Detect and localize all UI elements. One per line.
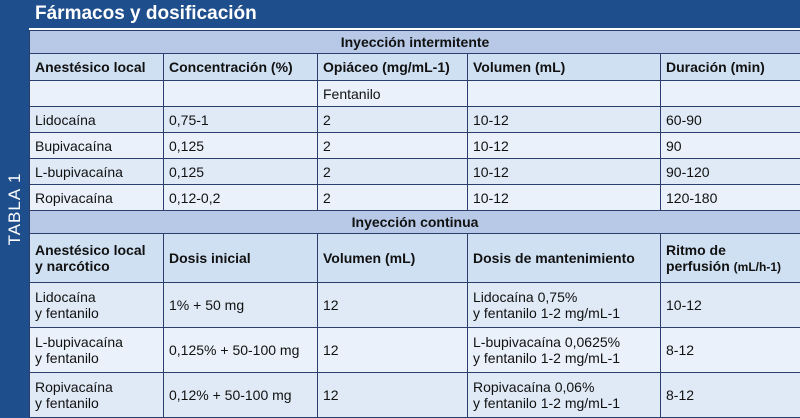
opioid-name: Fentanilo — [318, 81, 468, 107]
table-cell: 10-12 — [468, 159, 661, 185]
table-cell: 10-12 — [468, 133, 661, 159]
table-cell: 0,12% + 50-100 mg — [164, 373, 318, 418]
cell-line: y fentanilo — [35, 305, 99, 321]
table-cell: 0,12-0,2 — [164, 185, 318, 211]
side-label-bar — [0, 0, 29, 418]
table-cell: 10-12 — [468, 107, 661, 133]
table-cell: L-bupivacaína — [30, 159, 164, 185]
table-title: Fármacos y dosificación — [29, 0, 800, 28]
cell-line: L-bupivacaína — [35, 334, 123, 350]
table-cell: 12 — [318, 373, 468, 418]
cell-line: y fentanilo 1-2 mg/mL-1 — [473, 305, 621, 321]
table-cell: 120-180 — [661, 185, 800, 211]
table-cell — [468, 283, 661, 328]
table-cell — [30, 81, 164, 107]
header-unit: (mL/h-1) — [733, 259, 781, 274]
table-cell: 8-12 — [661, 373, 800, 418]
table-row — [30, 107, 800, 133]
table-cell: 2 — [318, 133, 468, 159]
section-title: Inyección continua — [30, 211, 800, 234]
table-cell: 90 — [661, 133, 800, 159]
cell-line: L-bupivacaína 0,0625% — [473, 334, 621, 350]
table-cell: 2 — [318, 185, 468, 211]
cell-line: y fentanilo — [35, 395, 99, 411]
column-header: Volumen (mL) — [468, 54, 661, 81]
table-cell — [30, 373, 164, 418]
table-cell: 60-90 — [661, 107, 800, 133]
cell-line: Ropivacaína — [35, 379, 113, 395]
cell-line: y fentanilo — [35, 350, 99, 366]
side-label: TABLA 1 — [4, 172, 24, 246]
header-line: y narcótico — [35, 258, 110, 274]
section-row-continua — [30, 211, 800, 234]
header-row — [30, 54, 800, 81]
table-row — [30, 133, 800, 159]
table-cell — [468, 81, 661, 107]
table-cell: Bupivacaína — [30, 133, 164, 159]
column-header: Concentración (%) — [164, 54, 318, 81]
table-row — [30, 185, 800, 211]
table-row — [30, 328, 800, 373]
table-cell: 12 — [318, 283, 468, 328]
table-cell: 0,125% + 50-100 mg — [164, 328, 318, 373]
table-cell: 8-12 — [661, 328, 800, 373]
subheader-row — [30, 81, 800, 107]
column-header: Anestésico local — [30, 54, 164, 81]
table-cell: 0,75-1 — [164, 107, 318, 133]
table-cell — [468, 373, 661, 418]
header-line: Anestésico local — [35, 242, 146, 258]
table-cell — [164, 81, 318, 107]
table-cell: 10-12 — [661, 283, 800, 328]
table-cell: 0,125 — [164, 159, 318, 185]
table-cell: Ropivacaína — [30, 185, 164, 211]
cell-line: y fentanilo 1-2 mg/mL-1 — [473, 395, 621, 411]
table-cell: 10-12 — [468, 185, 661, 211]
table-cell: Lidocaína — [30, 107, 164, 133]
cell-line: Lidocaína 0,75% — [473, 289, 578, 305]
column-header: Dosis de mantenimiento — [468, 234, 661, 283]
section-row-intermitente — [30, 31, 800, 54]
table-cell: 1% + 50 mg — [164, 283, 318, 328]
column-header — [30, 234, 164, 283]
column-header: Volumen (mL) — [318, 234, 468, 283]
header-line: Ritmo de — [666, 241, 726, 258]
table-cell — [468, 328, 661, 373]
table-cell — [30, 283, 164, 328]
column-header: Opiáceo (mg/mL-1) — [318, 54, 468, 81]
cell-line: Lidocaína — [35, 289, 96, 305]
column-header: Duración (min) — [661, 54, 800, 81]
table-cell: 12 — [318, 328, 468, 373]
header-line: perfusión — [666, 257, 730, 274]
table-cell: 2 — [318, 159, 468, 185]
table-cell: 2 — [318, 107, 468, 133]
table-cell — [661, 81, 800, 107]
table-cell: 0,125 — [164, 133, 318, 159]
header-row — [30, 234, 800, 283]
table-row — [30, 159, 800, 185]
table-row — [30, 283, 800, 328]
cell-line: Ropivacaína 0,06% — [473, 379, 595, 395]
column-header — [661, 234, 800, 283]
table-cell — [30, 328, 164, 373]
dosing-table — [29, 30, 800, 418]
section-title: Inyección intermitente — [30, 31, 800, 54]
table-cell: 90-120 — [661, 159, 800, 185]
table-row — [30, 373, 800, 418]
column-header: Dosis inicial — [164, 234, 318, 283]
cell-line: y fentanilo 1-2 mg/mL-1 — [473, 350, 621, 366]
